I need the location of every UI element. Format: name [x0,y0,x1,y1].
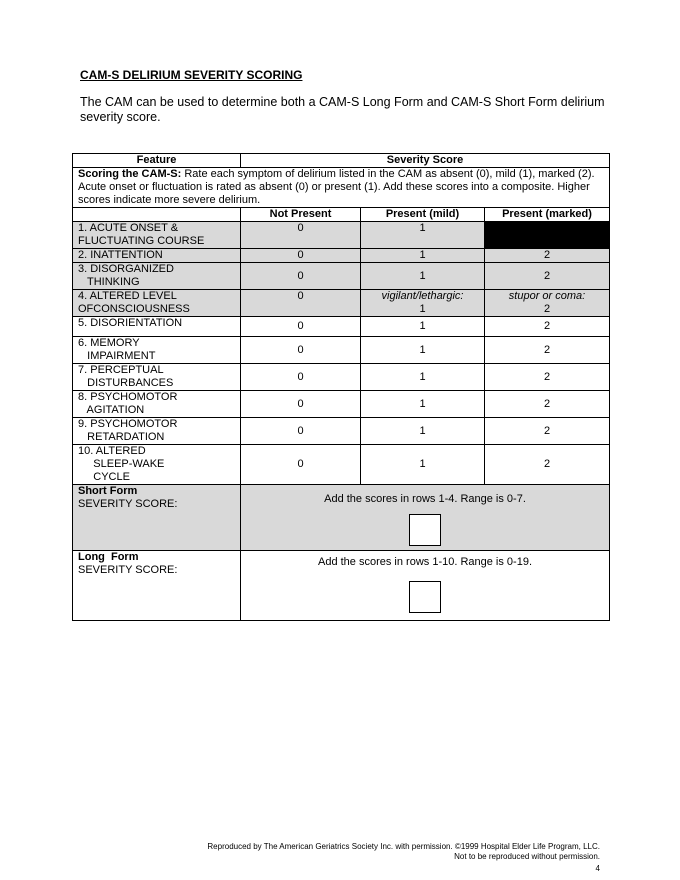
table-row: 9. PSYCHOMOTOR RETARDATION 0 1 2 [73,418,610,445]
short-form-row: Short Form SEVERITY SCORE: Add the scores in rows 1-4. Range is 0-7. [73,485,610,551]
long-form-score-box[interactable] [409,581,441,613]
cam-s-table [72,153,610,621]
table-row: 4. ALTERED LEVEL OFCONSCIOUSNESS 0 vigilant/lethargic: 1 stupor or coma: 2 [73,290,610,317]
page-number: 4 [595,864,600,873]
intro-paragraph: The CAM can be used to determine both a CAM-S Long Form and CAM-S Short Form delirium severity score. [80,95,605,124]
table-row: 10. ALTERED SLEEP-WAKE CYCLE 0 1 2 [73,445,610,485]
blacked-out-cell [485,222,610,249]
col-mild: Present (mild) [361,208,485,222]
scoring-text: Rate each symptom of delirium listed in the CAM as absent (0), mild (1), marked (2). Acute onset or fluctuation is rated as absent (0) or present (1). Add these scores into a composite. Higher scores indicate more severe delirium. [78,168,595,206]
table-row: 5. DISORIENTATION 0 1 2 [73,317,610,337]
short-form-score-box[interactable] [409,514,441,546]
table-row: 6. MEMORY IMPAIRMENT 0 1 2 [73,337,610,364]
page-title: CAM-S DELIRIUM SEVERITY SCORING [80,68,303,82]
table-row: 2. INATTENTION 0 1 2 [73,249,610,263]
table-row: 8. PSYCHOMOTOR AGITATION 0 1 2 [73,391,610,418]
feature-header: Feature [73,154,241,168]
table-row: 1. ACUTE ONSET & FLUCTUATING COURSE 0 1 [73,222,610,249]
severity-header: Severity Score [241,154,610,168]
scoring-label: Scoring the CAM-S: [78,168,182,180]
long-form-row: Long Form SEVERITY SCORE: Add the scores in rows 1-10. Range is 0-19. [73,551,610,621]
scoring-instructions [73,168,610,208]
footer: Reproduced by The American Geriatrics Society Inc. with permission. ©1999 Hospital Elder Life Program, LLC. Not to be reproduced without permission. [207,842,600,861]
col-marked: Present (marked) [485,208,610,222]
col-not-present: Not Present [241,208,361,222]
table-row: 3. DISORGANIZED THINKING 0 1 2 [73,263,610,290]
table-row: 7. PERCEPTUAL DISTURBANCES 0 1 2 [73,364,610,391]
